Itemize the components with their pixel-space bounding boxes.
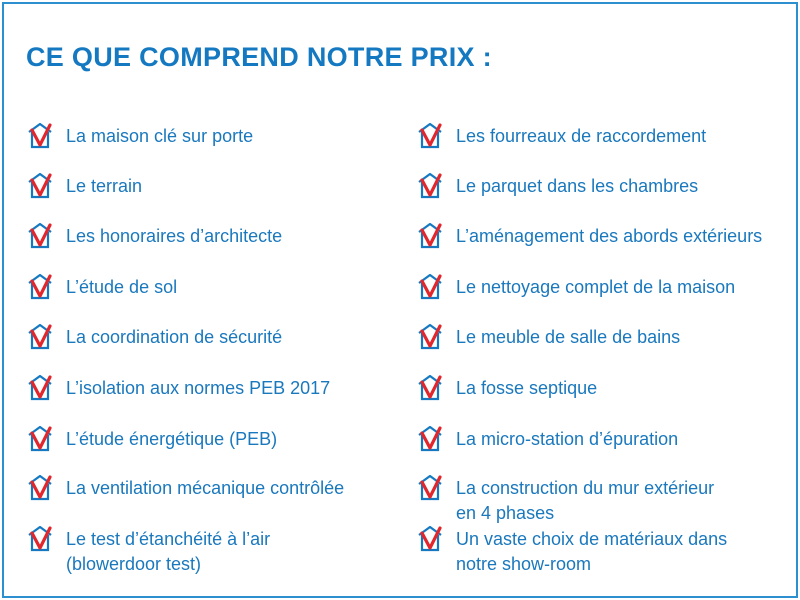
list-item-label: Le parquet dans les chambres — [456, 176, 699, 196]
list-item — [416, 124, 706, 149]
list-item — [26, 224, 282, 249]
house-check-icon — [416, 272, 444, 300]
list-item-label: L’isolation aux normes PEB 2017 — [66, 378, 331, 398]
list-item-label: Le meuble de salle de bains — [456, 327, 681, 347]
list-item-label: Le nettoyage complet de la maison — [456, 277, 736, 297]
house-check-icon — [416, 424, 444, 452]
list-item — [416, 224, 762, 249]
house-check-icon — [26, 473, 54, 501]
house-check-icon — [416, 473, 444, 501]
house-check-icon — [416, 171, 444, 199]
list-item — [26, 527, 270, 577]
list-item — [416, 376, 597, 401]
list-item-label: La coordination de sécurité — [66, 327, 283, 347]
list-item-label: L’étude de sol — [66, 277, 178, 297]
list-item — [416, 427, 678, 452]
list-item-label: Le terrain — [66, 176, 143, 196]
house-check-icon — [26, 424, 54, 452]
list-item — [416, 325, 680, 350]
list-item — [26, 476, 344, 501]
page-title: CE QUE COMPREND NOTRE PRIX : — [26, 42, 492, 72]
house-check-icon — [26, 322, 54, 350]
list-item-label: L’étude énergétique (PEB) — [66, 429, 278, 449]
list-item — [416, 476, 714, 526]
list-item-label: La construction du mur extérieur en 4 phases — [456, 478, 715, 523]
list-item-label: La fosse septique — [456, 378, 598, 398]
list-item-label: L’aménagement des abords extérieurs — [456, 226, 763, 246]
house-check-icon — [416, 373, 444, 401]
house-check-icon — [26, 524, 54, 552]
house-check-icon — [26, 373, 54, 401]
house-check-icon — [26, 272, 54, 300]
list-item — [26, 174, 142, 199]
list-item — [26, 325, 282, 350]
house-check-icon — [416, 322, 444, 350]
list-item-label: Le test d’étanchéité à l’air (blowerdoor test) — [66, 529, 271, 574]
house-check-icon — [416, 121, 444, 149]
list-item — [416, 527, 727, 577]
house-check-icon — [26, 221, 54, 249]
list-item-label: La maison clé sur porte — [66, 126, 254, 146]
list-item-label: La ventilation mécanique contrôlée — [66, 478, 345, 498]
list-item-label: La micro-station d’épuration — [456, 429, 679, 449]
list-item — [26, 275, 177, 300]
list-item — [416, 275, 735, 300]
house-check-icon — [416, 221, 444, 249]
list-item — [26, 124, 253, 149]
content-panel — [2, 2, 798, 598]
list-item — [416, 174, 698, 199]
house-check-icon — [416, 524, 444, 552]
list-item-label: Les honoraires d’architecte — [66, 226, 283, 246]
list-item — [26, 427, 277, 452]
list-item-label: Un vaste choix de matériaux dans notre show-room — [456, 529, 728, 574]
list-item-label: Les fourreaux de raccordement — [456, 126, 707, 146]
house-check-icon — [26, 171, 54, 199]
list-item — [26, 376, 330, 401]
house-check-icon — [26, 121, 54, 149]
